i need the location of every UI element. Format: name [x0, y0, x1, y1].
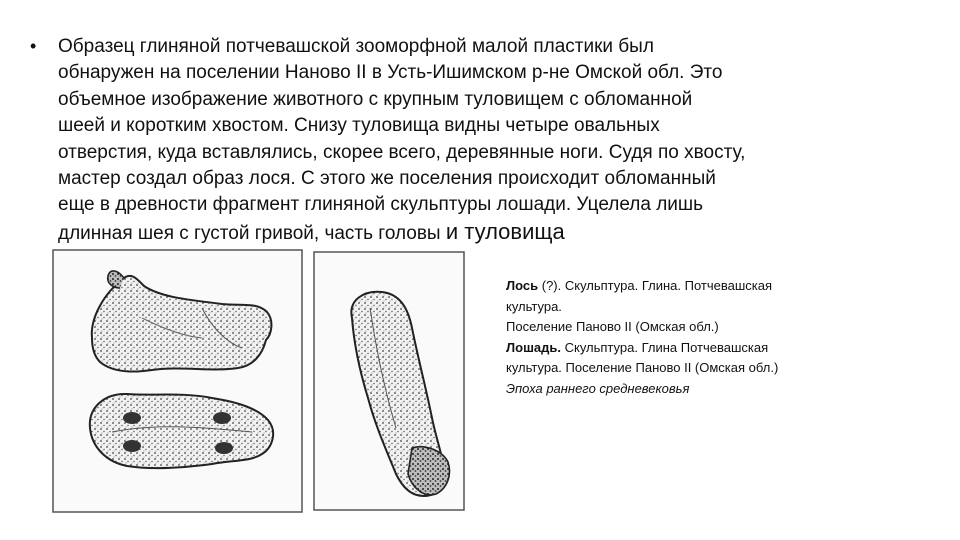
text-line-end: и туловища	[445, 218, 565, 244]
caption-line	[506, 276, 866, 297]
sculpture-illustration	[52, 248, 492, 518]
caption-line: культура. Поселение Паново II (Омская обл.)	[506, 360, 779, 375]
caption-era: Эпоха раннего средневековья	[506, 380, 690, 396]
caption-horse-text: Скульптура. Глина Потчевашская	[560, 339, 769, 355]
bullet-marker: •	[30, 36, 37, 56]
caption-elk-title: Лось	[506, 278, 539, 293]
caption-line: Поселение Паново II (Омская обл.)	[506, 319, 719, 334]
left-panel-frame	[53, 250, 302, 512]
caption-elk-text: (?). Скульптура. Глина. Потчевашская	[538, 278, 773, 293]
text-line	[58, 219, 745, 247]
leg-socket	[123, 440, 141, 452]
leg-socket	[215, 442, 233, 454]
caption-line: культура.	[506, 298, 562, 314]
text-line: мастер создал образ лося. С этого же поселения происходит обломанный	[58, 168, 716, 190]
text-line: отверстия, куда вставлялись, скорее всего, деревянные ноги. Судя по хвосту,	[58, 141, 746, 163]
text-line: Образец глиняной потчевашской зооморфной малой пластики был	[58, 36, 654, 57]
paragraph-text	[58, 34, 745, 247]
caption-line	[506, 338, 866, 359]
text-line: шеей и коротким хвостом. Снизу туловища видны четыре овальных	[58, 115, 660, 137]
caption-horse-title: Лошадь.	[506, 339, 561, 355]
text-line: еще в древности фрагмент глиняной скульптуры лошади. Уцелела лишь	[58, 194, 704, 216]
sculpture-drawings	[52, 248, 492, 518]
text-line-start: длинная шея с густой гривой, часть головы	[58, 222, 446, 244]
leg-socket	[213, 412, 231, 424]
figure-caption	[506, 276, 866, 399]
leg-socket	[123, 412, 141, 424]
text-line: обнаружен на поселении Наново II в Усть-Ишимском р-не Омской обл. Это	[58, 62, 723, 84]
text-line: объемное изображение животного с крупным туловищем с обломанной	[58, 88, 693, 110]
